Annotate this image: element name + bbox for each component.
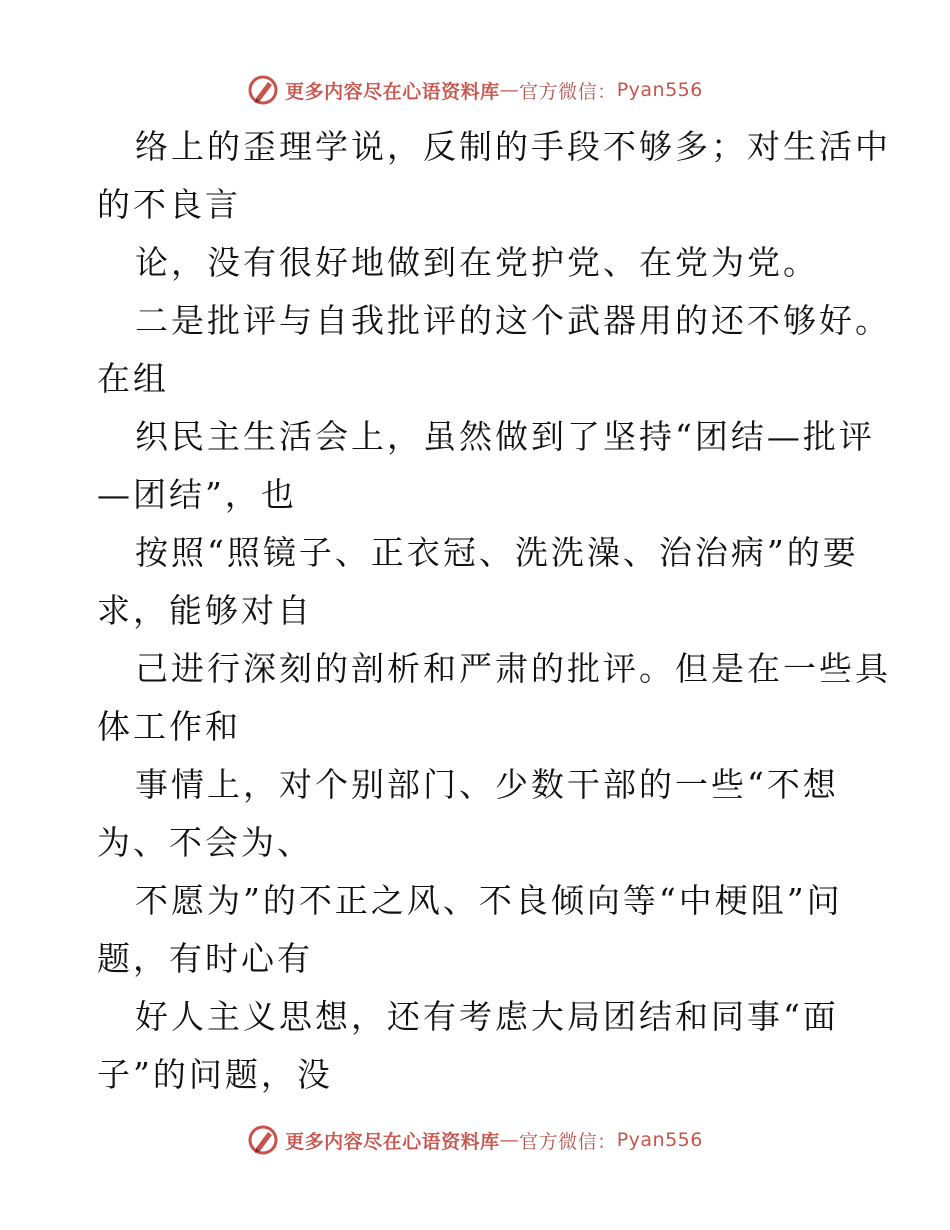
watermark-wechat-id: Pyan556 xyxy=(616,79,703,101)
text-line: 求，能够对自 xyxy=(97,591,313,630)
footer-watermark xyxy=(0,1120,950,1160)
text-line: 的不良言 xyxy=(97,185,241,224)
text-line: 织民主生活会上，虽然做到了坚持“团结—批评 xyxy=(135,417,875,456)
watermark-main-text: 更多内容尽在心语资料库 xyxy=(285,80,500,103)
text-line: 己进行深刻的剖析和严肃的批评。但是在一些具 xyxy=(135,649,891,688)
text-line: 论，没有很好地做到在党护党、在党为党。 xyxy=(135,243,819,282)
text-line: 事情上，对个别部门、少数干部的一些“不想 xyxy=(135,765,839,804)
text-line: 好人主义思想，还有考虑大局团结和同事“面 xyxy=(135,997,839,1036)
text-line: 体工作和 xyxy=(97,707,241,746)
watermark-main-text: 更多内容尽在心语资料库 xyxy=(285,1130,500,1153)
text-line: 为、不会为、 xyxy=(97,823,313,862)
watermark-separator: — xyxy=(499,79,520,101)
text-line: —团结”，也 xyxy=(97,475,297,514)
watermark-separator: — xyxy=(499,1129,520,1151)
text-line: 按照“照镜子、正衣冠、洗洗澡、治治病”的要 xyxy=(135,533,859,572)
text-line: 不愿为”的不正之风、不良倾向等“中梗阻”问 xyxy=(135,881,843,920)
pen-circle-logo-icon xyxy=(247,74,279,106)
text-line: 题，有时心有 xyxy=(97,939,313,978)
watermark-label: 官方微信： xyxy=(519,1130,617,1153)
text-line: 二是批评与自我批评的这个武器用的还不够好。 xyxy=(135,301,891,340)
text-line: 子”的问题，没 xyxy=(97,1055,333,1094)
header-watermark xyxy=(0,70,950,110)
watermark-label: 官方微信： xyxy=(519,80,617,103)
text-line: 在组 xyxy=(97,359,169,398)
pen-circle-logo-icon xyxy=(247,1124,279,1156)
watermark-wechat-id: Pyan556 xyxy=(616,1129,703,1151)
document-body xyxy=(97,118,891,1104)
text-line: 络上的歪理学说，反制的手段不够多；对生活中 xyxy=(135,127,891,166)
